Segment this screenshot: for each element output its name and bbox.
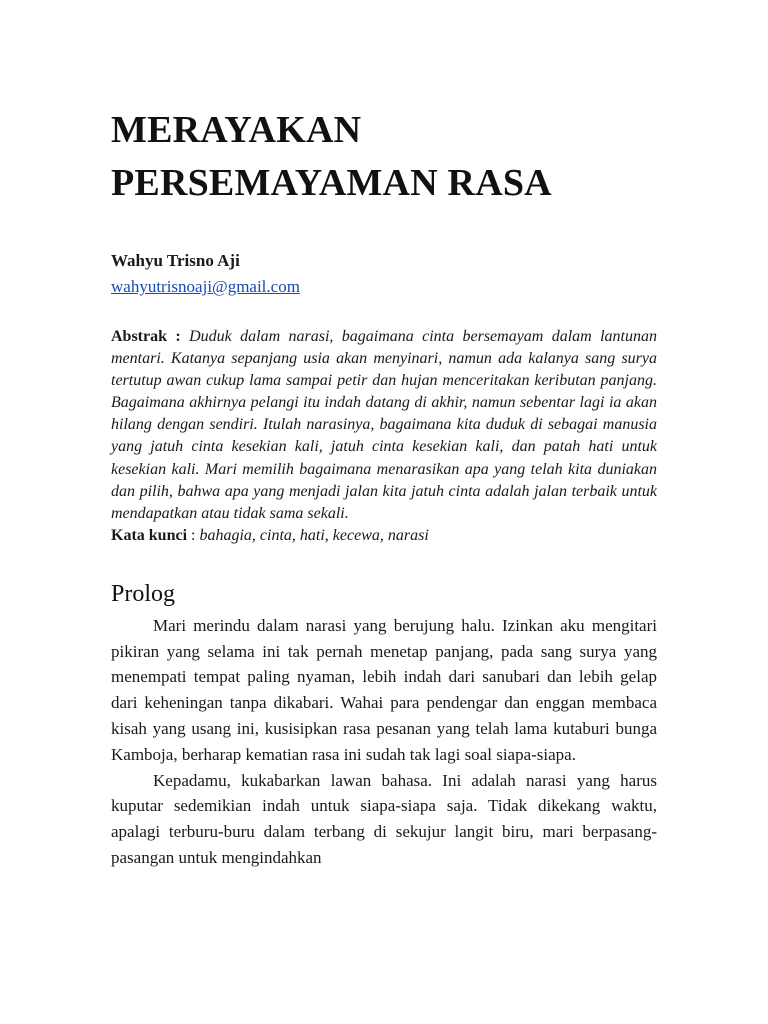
article-title: [111, 104, 657, 210]
abstract-text: Duduk dalam narasi, bagaimana cinta bersemayam dalam lantunan mentari. Katanya sepanjang usia akan menyinari, namun ada kalanya sang surya tertutup awan cukup lama sampai petir dan hujan menceritakan keributan panjang. Bagaimana akhirnya pelangi itu indah datang di akhir, namun sebentar lagi ia akan hilang dengan sendiri. Itulah narasinya, bagaimana kita duduk di sebagai manusia yang jatuh cinta kesekian kali, jatuh cinta kesekian kali, dan patah hati untuk kesekian kali. Mari memilih bagaimana menarasikan apa yang telah kita duniakan dan pilih, bahwa apa yang menjadi jalan kita jatuh cinta adalah jalan terbaik untuk mendapatkan atau tidak sama sekali.: [111, 328, 657, 522]
paragraph: Mari merindu dalam narasi yang berujung halu. Izinkan aku mengitari pikiran yang selama ini tak pernah menetap panjang, pada sang surya yang menempati tempat paling nyaman, lebih indah dari sanubari dan lebih gelap dari keheningan tanpa dikabari. Wahai para pendengar dan enggan membaca kisah yang usang ini, kusisipkan rasa pesanan yang telah lama kutaburi bunga Kamboja, berharap kematian rasa ini sudah tak lagi soal siapa-siapa.: [111, 615, 657, 764]
title-line-2: PERSEMAYAMAN RASA: [111, 162, 552, 204]
title-line-1: MERAYAKAN: [111, 109, 362, 151]
keywords: [111, 525, 657, 547]
section-heading: Prolog: [111, 580, 176, 607]
abstract-label: Abstrak :: [111, 328, 181, 345]
keywords-label: Kata kunci: [111, 526, 188, 544]
author-name: Wahyu Trisno Aji: [111, 251, 240, 270]
article: [111, 104, 657, 868]
keywords-separator: :: [187, 526, 200, 544]
paragraph: Kepadamu, kukabarkan lawan bahasa. Ini adalah narasi yang harus kuputar sedemikian indah untuk siapa-siapa saja. Tidak dikekang waktu, apalagi terburu-buru dalam terbang di sekujur langit biru, mari berpasang-pasangan untuk mengindahkan: [111, 770, 657, 868]
author-email-link[interactable]: wahyutrisnoaji@gmail.com: [111, 277, 300, 296]
keywords-value: bahagia, cinta, hati, kecewa, narasi: [199, 526, 429, 544]
abstract: [111, 326, 657, 525]
